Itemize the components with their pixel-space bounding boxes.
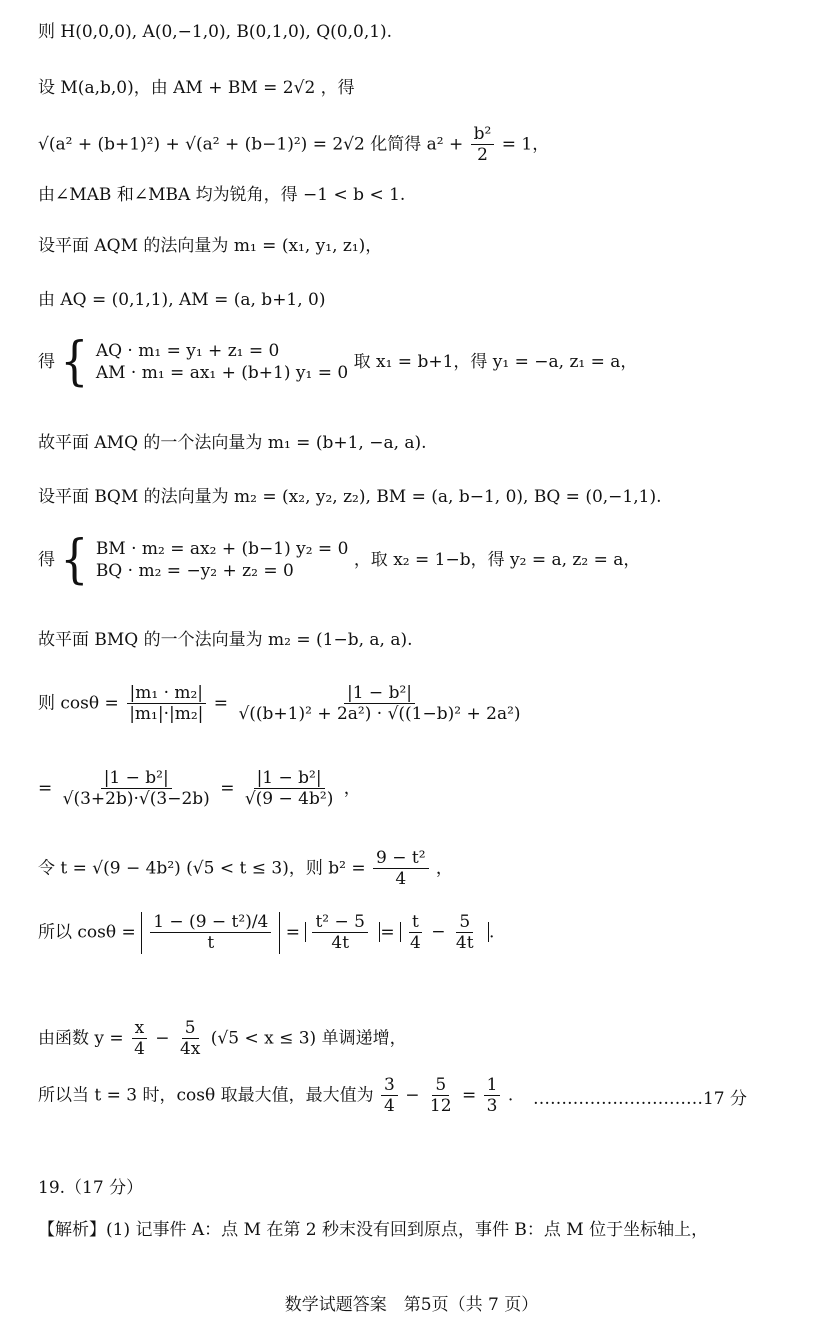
fraction	[381, 1075, 398, 1117]
fraction-denominator: 4t	[331, 933, 350, 954]
fraction	[373, 848, 429, 890]
system-prefix: 得	[38, 549, 55, 570]
fraction-numerator: |1 − b²|	[254, 768, 325, 789]
line-normal-m2: 故平面 BMQ 的一个法向量为 m₂ = (1−b, a, a).	[38, 630, 413, 650]
line-vectors-aq-am: 由 AQ = (0,1,1), AM = (a, b+1, 0)	[38, 290, 326, 310]
equals-sign: =	[220, 778, 235, 799]
equals-sign: =	[213, 693, 229, 714]
equation-system	[96, 340, 348, 385]
question-19-heading: 19.（17 分）	[38, 1178, 144, 1198]
fraction-denominator: 4	[134, 1039, 145, 1060]
cos-label: 则 cosθ =	[38, 693, 119, 714]
fraction-denominator: 4	[395, 869, 407, 890]
fraction	[242, 768, 336, 810]
fraction-numerator: t² − 5	[312, 912, 368, 933]
fraction-numerator: |1 − b²|	[344, 683, 415, 704]
line-normal-m1: 故平面 AMQ 的一个法向量为 m₁ = (b+1, −a, a).	[38, 433, 427, 453]
line-max-value	[38, 1075, 785, 1117]
equals-sign: =	[380, 922, 395, 943]
fraction-denominator: 3	[486, 1096, 498, 1117]
line-set-m: 设 M(a,b,0)，由 AM + BM = 2√2 ，得	[38, 78, 355, 98]
equation-row: BM · m₂ = ax₂ + (b−1) y₂ = 0	[95, 539, 349, 559]
line-system-1	[38, 331, 638, 393]
ellipse-rhs: = 1，	[501, 134, 550, 155]
fraction-numerator: 5	[182, 1018, 199, 1039]
fraction	[471, 124, 495, 166]
system-solution: 取 x₁ = b+1，得 y₁ = −a, z₁ = a，	[353, 351, 638, 372]
fraction	[131, 1018, 148, 1060]
absolute-value	[305, 912, 380, 954]
equals-sign: =	[285, 922, 301, 943]
fraction-denominator: 4	[410, 933, 421, 954]
equals-sign: =	[38, 778, 53, 799]
left-brace-icon: {	[60, 529, 89, 591]
system-solution: ，取 x₂ = 1−b，得 y₂ = a, z₂ = a，	[353, 549, 641, 570]
max-text: 所以当 t = 3 时，cosθ 取最大值，最大值为	[38, 1085, 374, 1106]
substitution-text: 令 t = √(9 − 4b²) (√5 < t ≤ 3)，则 b² =	[38, 858, 366, 879]
line-cos-in-t	[38, 912, 494, 954]
equals-sign: =	[461, 1085, 477, 1106]
fraction-numerator: 3	[381, 1075, 398, 1096]
fraction-numerator: x	[132, 1018, 148, 1039]
fraction-numerator: 5	[456, 912, 473, 933]
fraction-denominator: √((b+1)² + 2a²) · √((1−b)² + 2a²)	[238, 704, 521, 725]
fraction-denominator: 4t	[455, 933, 474, 954]
fraction-denominator: √(3+2b)·√(3−2b)	[62, 789, 210, 810]
cos-label: 所以 cosθ =	[38, 922, 136, 943]
equation-row: AQ · m₁ = y₁ + z₁ = 0	[95, 341, 280, 361]
punctuation: ，	[435, 858, 453, 879]
equation-row: AM · m₁ = ax₁ + (b+1) y₁ = 0	[95, 363, 349, 384]
fraction-denominator: 4x	[179, 1039, 201, 1060]
fraction-numerator: 5	[432, 1075, 449, 1096]
fraction-denominator: 4	[384, 1096, 395, 1117]
score-marker: …………………………17 分	[532, 1089, 747, 1109]
fraction-denominator: 12	[429, 1096, 452, 1117]
page-footer: 数学试题答案 第5页（共 7 页）	[284, 1295, 539, 1315]
fraction-numerator: t	[409, 912, 422, 933]
fraction	[235, 683, 523, 725]
fraction-numerator: 1	[484, 1075, 501, 1096]
fraction-denominator: |m₁|·|m₂|	[129, 704, 204, 725]
absolute-value	[141, 912, 280, 954]
ellipse-lhs: √(a² + (b+1)²) + √(a² + (b−1)²) = 2√2 化简得 a² +	[38, 134, 464, 155]
fraction	[150, 912, 271, 954]
fraction-denominator: 2	[477, 145, 488, 166]
system-prefix: 得	[38, 351, 55, 372]
fraction-numerator: b²	[471, 124, 495, 145]
line-points: 则 H(0,0,0), A(0,−1,0), B(0,1,0), Q(0,0,1).	[38, 22, 393, 42]
punctuation: .	[507, 1085, 514, 1106]
fraction-denominator: √(9 − 4b²)	[244, 789, 334, 810]
line-ellipse	[38, 124, 549, 166]
equation-row: BQ · m₂ = −y₂ + z₂ = 0	[95, 561, 294, 582]
question-19-analysis: 【解析】(1) 记事件 A：点 M 在第 2 秒末没有回到原点，事件 B：点 M 位于坐标轴上，	[38, 1220, 709, 1240]
fraction	[427, 1075, 455, 1117]
line-acute-angles: 由∠MAB 和∠MBA 均为锐角，得 −1 < b < 1.	[38, 185, 406, 205]
fraction	[407, 912, 424, 954]
line-substitution	[38, 848, 453, 890]
line-system-2	[38, 529, 641, 591]
fraction-numerator: 9 − t²	[373, 848, 429, 869]
fraction	[484, 1075, 501, 1117]
line-monotonic	[38, 1018, 407, 1060]
punctuation: .	[488, 922, 495, 943]
fraction-numerator: 1 − (9 − t²)/4	[150, 912, 271, 933]
minus-sign: −	[155, 1028, 170, 1049]
line-normal-aqm: 设平面 AQM 的法向量为 m₁ = (x₁, y₁, z₁)，	[38, 236, 383, 256]
fraction	[177, 1018, 203, 1060]
line-normal-bqm: 设平面 BQM 的法向量为 m₂ = (x₂, y₂, z₂), BM = (a, b−1, 0), BQ = (0,−1,1).	[38, 487, 662, 507]
fraction	[312, 912, 368, 954]
fraction-numerator: |m₁ · m₂|	[127, 683, 207, 704]
fraction-denominator: t	[207, 933, 215, 954]
left-brace-icon: {	[60, 331, 89, 393]
fraction-numerator: |1 − b²|	[101, 768, 172, 789]
punctuation: ，	[343, 778, 361, 799]
minus-sign: −	[405, 1085, 420, 1106]
absolute-value	[400, 912, 489, 954]
monotonic-text: (√5 < x ≤ 3) 单调递增，	[210, 1028, 407, 1049]
function-label: 由函数 y =	[38, 1028, 124, 1049]
fraction	[126, 683, 206, 725]
equation-system	[96, 538, 349, 583]
fraction	[60, 768, 213, 810]
minus-sign: −	[431, 922, 446, 943]
fraction	[453, 912, 477, 954]
line-cos-theta-2	[38, 768, 361, 810]
line-cos-theta-1	[38, 683, 526, 725]
